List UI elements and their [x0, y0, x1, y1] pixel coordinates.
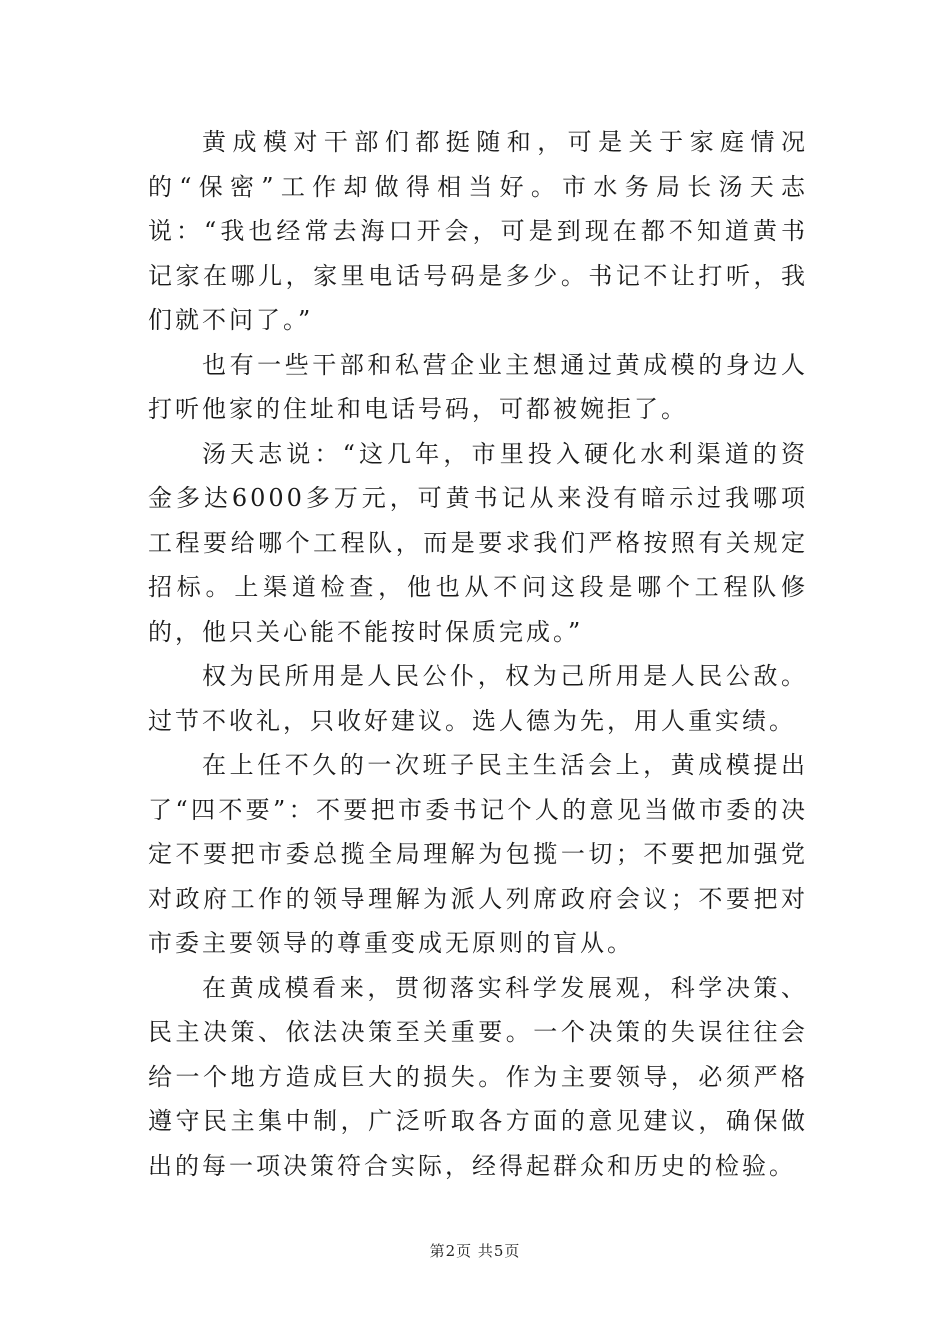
paragraph: 汤天志说：“这几年，市里投入硬化水利渠道的资金多达6000多万元，可黄书记从来没有暗示过我哪项工程要给哪个工程队，而是要求我们严格按照有关规定招标。上渠道检查，他也从不问这段是哪个工程队修的，他只关心能不能按时保质完成。” — [148, 439, 808, 646]
paragraph: 在上任不久的一次班子民主生活会上，黄成模提出了“四不要”：不要把市委书记个人的意见当做市委的决定不要把市委总揽全局理解为包揽一切；不要把加强党对政府工作的领导理解为派人列席政府会议；不要把对市委主要领导的尊重变成无原则的盲从。 — [148, 751, 808, 957]
paragraph: 也有一些干部和私营企业主想通过黄成模的身边人打听他家的住址和电话号码，可都被婉拒了。 — [148, 350, 808, 423]
document-body — [148, 120, 808, 1188]
paragraph: 黄成模对干部们都挺随和，可是关于家庭情况的“保密”工作却做得相当好。市水务局长汤天志说：“我也经常去海口开会，可是到现在都不知道黄书记家在哪儿，家里电话号码是多少。书记不让打听，我们就不问了。” — [148, 128, 808, 334]
paragraph: 权为民所用是人民公仆，权为己所用是人民公敌。过节不收礼，只收好建议。选人德为先，用人重实绩。 — [148, 662, 808, 735]
paragraph: 在黄成模看来，贯彻落实科学发展观，科学决策、民主决策、依法决策至关重要。一个决策的失误往往会给一个地方造成巨大的损失。作为主要领导，必须严格遵守民主集中制，广泛听取各方面的意见建议，确保做出的每一项决策符合实际，经得起群众和历史的检验。 — [148, 973, 808, 1180]
page-footer: 第2页 共5页 — [429, 1242, 521, 1260]
